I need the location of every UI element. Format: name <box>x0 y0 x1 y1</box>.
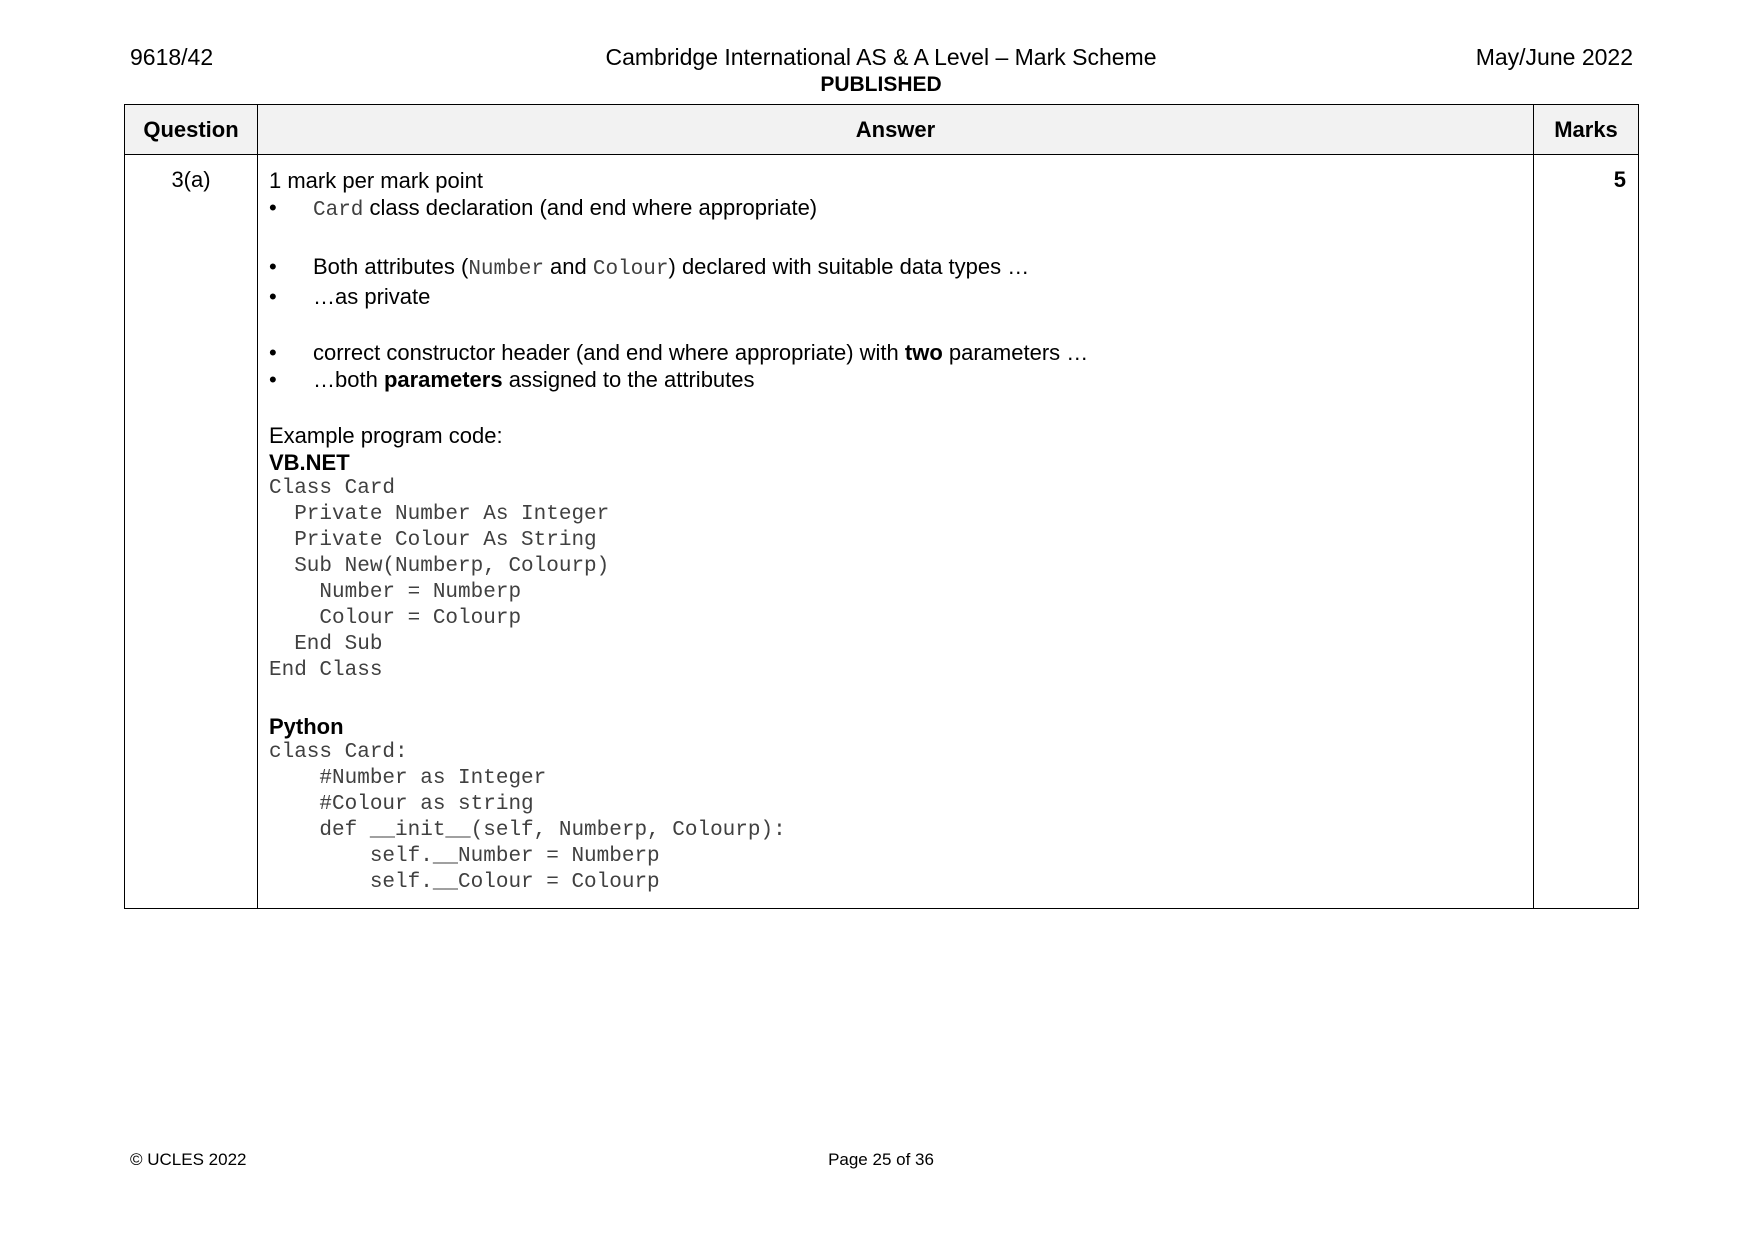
mark-point-text <box>313 253 1029 283</box>
answer-column-header: Answer <box>258 105 1534 155</box>
paper-code: 9618/42 <box>130 44 214 70</box>
vbnet-label: VB.NET <box>269 450 350 475</box>
bullet-icon: • <box>269 367 277 392</box>
text-span: class declaration (and end where appropriate) <box>363 195 818 220</box>
title-text: Cambridge International AS & A Level – Mark Scheme <box>605 44 1157 70</box>
marks-value: 5 <box>1534 155 1639 909</box>
bullet-icon: • <box>269 340 277 365</box>
answer-cell <box>258 155 1534 909</box>
copyright: © UCLES 2022 <box>130 1150 247 1169</box>
bullet-icon: • <box>269 284 277 309</box>
code-inline: Colour <box>592 258 669 281</box>
mark-point <box>269 366 1523 393</box>
text-span: …both <box>313 367 384 392</box>
mark-point-text <box>313 339 1088 366</box>
text-span: and <box>543 254 593 279</box>
bold-span: two <box>904 340 943 365</box>
text-span: assigned to the attributes <box>502 367 755 392</box>
bullet-icon: • <box>269 195 277 220</box>
text-span: correct constructor header (and end where appropriate) with <box>313 340 905 365</box>
code-inline: Card <box>313 199 364 222</box>
text-span: Both attributes ( <box>313 254 469 279</box>
published-label: PUBLISHED <box>820 73 942 96</box>
page-number: Page 25 of 36 <box>828 1150 934 1169</box>
mark-point <box>269 283 1523 310</box>
python-label: Python <box>269 714 344 739</box>
exam-session: May/June 2022 <box>1475 44 1633 70</box>
python-code-block: class Card: #Number as Integer #Colour as string def __init__(self, Numberp, Colourp): self.__Number = Numberp self.__Colour = Colourp <box>269 741 786 894</box>
text-span: parameters … <box>942 340 1089 365</box>
mark-point <box>269 339 1523 366</box>
vbnet-code-block: Class Card Private Number As Integer Private Colour As String Sub New(Numberp, Colourp) Number = Numberp Colour = Colourp End Sub End Class <box>269 477 610 682</box>
question-column-header: Question <box>125 105 258 155</box>
mark-point <box>269 194 1523 224</box>
mark-intro: 1 mark per mark point <box>269 168 483 193</box>
mark-point <box>269 253 1523 283</box>
bold-span: parameters <box>383 367 503 392</box>
mark-point-text: …as private <box>313 284 431 309</box>
example-label: Example program code: <box>269 423 503 448</box>
question-number: 3(a) <box>125 155 258 909</box>
text-span: ) declared with suitable data types … <box>668 254 1030 279</box>
mark-point-text <box>313 366 755 393</box>
code-inline: Number <box>468 258 544 281</box>
marks-column-header: Marks <box>1534 105 1639 155</box>
table-row <box>125 155 1639 909</box>
mark-point-text <box>313 194 817 224</box>
bullet-icon: • <box>269 254 277 279</box>
table-header-row <box>125 105 1639 155</box>
mark-scheme-table <box>124 104 1639 909</box>
